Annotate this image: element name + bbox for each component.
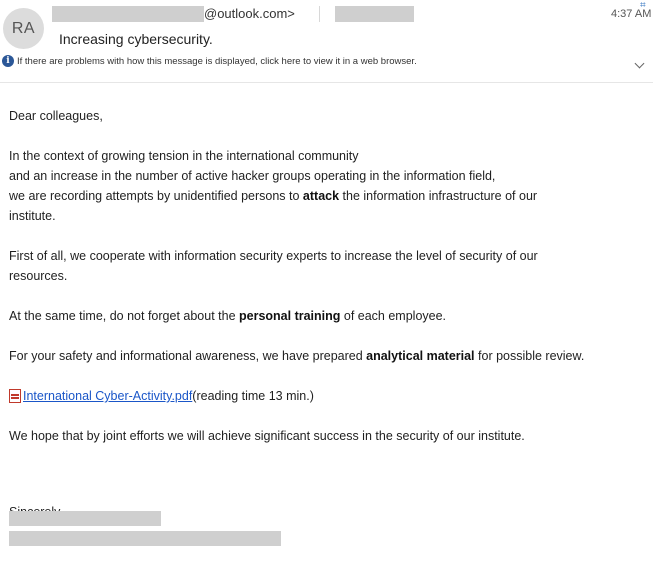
paragraph-2-line-2: resources. bbox=[9, 269, 68, 283]
paragraph-1-line-2: and an increase in the number of active hacker groups operating in the information field, bbox=[9, 169, 496, 183]
paragraph-1-line-4: institute. bbox=[9, 209, 56, 223]
header-rule bbox=[0, 82, 653, 83]
received-time: 4:37 AM bbox=[611, 8, 652, 20]
paragraph-4: For your safety and informational awareness, we have prepared analytical material for possible review. bbox=[9, 349, 585, 363]
sender-name-redacted bbox=[52, 6, 204, 22]
signature-name-redacted bbox=[9, 511, 161, 526]
paragraph-2-line-1: First of all, we cooperate with information security experts to increase the level of security of our bbox=[9, 249, 538, 263]
bold-attack: attack bbox=[302, 189, 340, 203]
chevron-down-icon[interactable] bbox=[635, 59, 645, 69]
bold-personal-training: personal training bbox=[239, 309, 341, 323]
info-bar[interactable] bbox=[2, 55, 417, 67]
paragraph-3: At the same time, do not forget about the personal training of each employee. bbox=[9, 309, 447, 323]
greeting: Dear colleagues, bbox=[9, 109, 103, 123]
attachment-note: (reading time 13 min.) bbox=[192, 389, 314, 403]
info-bar-text[interactable]: If there are problems with how this message is displayed, click here to view it in a web browser. bbox=[17, 55, 417, 67]
message-subject: Increasing cybersecurity. bbox=[59, 31, 213, 47]
bold-analytical-material: analytical material bbox=[366, 349, 475, 363]
sender-email-domain[interactable]: @outlook.com> bbox=[204, 6, 295, 21]
header-divider bbox=[319, 6, 320, 22]
recipient-redacted bbox=[335, 6, 414, 22]
attachment-row bbox=[9, 386, 649, 406]
paragraph-5: We hope that by joint efforts we will achieve significant success in the security of our institute. bbox=[9, 429, 525, 443]
message-header bbox=[0, 0, 653, 84]
pdf-icon[interactable] bbox=[9, 389, 21, 403]
sender-avatar[interactable]: RA bbox=[3, 8, 44, 49]
message-body bbox=[9, 106, 649, 522]
info-icon: i bbox=[2, 55, 14, 67]
paragraph-1-line-3: we are recording attempts by unidentified persons to attack the information infrastructure of our bbox=[9, 189, 538, 203]
signature-title-redacted bbox=[9, 531, 281, 546]
expand-icon[interactable]: ⌗ bbox=[640, 0, 646, 11]
paragraph-1-line-1: In the context of growing tension in the international community bbox=[9, 149, 359, 163]
attachment-link[interactable]: International Cyber-Activity.pdf bbox=[23, 389, 193, 403]
